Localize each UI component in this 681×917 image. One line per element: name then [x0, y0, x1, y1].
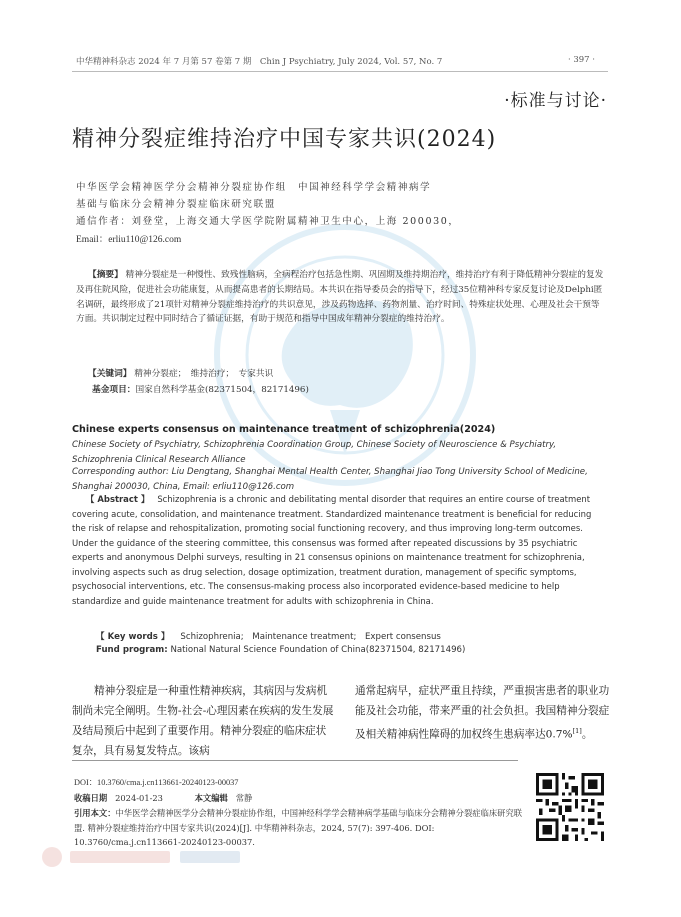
doi[interactable]: DOI：10.3760/cma.j.cn113661-20240123-00037 [74, 778, 239, 787]
cite-label: 引用本文： [74, 808, 116, 818]
article-title: 精神分裂症维持治疗中国专家共识(2024) [72, 127, 497, 152]
keywords-zh [88, 367, 273, 382]
fund-zh-text: 国家自然科学基金(82371504，82171496) [135, 385, 309, 395]
page-number: · 397 · [567, 55, 595, 65]
abstract-zh-label: 【摘要】 [88, 270, 123, 280]
keywords-en [96, 630, 441, 642]
correspondence-email: Email：erliu110@126.com [76, 235, 182, 245]
section-label: ·标准与讨论· [504, 91, 607, 111]
body-left-column: 精神分裂症是一种重性精神疾病，其病因与发病机制尚未完全阐明。生物-社会-心理因素在疾病的发生发展及结局预后中起到了重要作用。精神分裂症的临床症状复杂，具有易复发特点。该病 [72, 685, 334, 757]
journal-header: 中华精神科杂志 2024 年 7 月第 57 卷第 7 期 Chin J Psychiatry, July 2024, Vol. 57, No. 7 [76, 57, 443, 67]
abstract-en-text: Schizophrenia is a chronic and debilitating mental disorder that requires an entire course of treatment covering acute, consolidation, and maintenance treatment. Standardized maintenance treatment is beneficial for reducing the risk of relapse and rehospitalization, promoting social functioning recovery, and thus improving long-term outcomes. Under the guidance of the steering committee, this consensus was formed after repeated discussions by 35 psychiatric experts and anonymous Delphi surveys, resulting in 21 consensus opinions on maintenance treatment for schizophrenia, involving aspects such as drug selection, dosage optimization, treatment duration, management of specific symptoms, psychosocial interventions, etc. The consensus-making process also incorporated evidence-based medicine to help standardize and guide maintenance treatment for adults with schizophrenia in China. [72, 494, 592, 606]
english-affiliation: Chinese Society of Psychiatry, Schizophrenia Coordination Group, Chinese Society of Neuroscience & Psychiatry, Schizophrenia Clinical Research Alliance [72, 440, 557, 465]
abstract-zh-text: 精神分裂症是一种慢性、致残性脑病，全病程治疗包括急性期、巩固期及维持期治疗，维持治疗有利于降低精神分裂症的复发及再住院风险，促进社会功能康复，从而提高患者的长期结局。本共识在指导委员会的指导下，经过35位精神科专家反复讨论及Delphi匿名调研，最终形成了21项针对精神分裂症维持治疗的共识意见，涉及药物选择、药物剂量、治疗时间、特殊症状处理、心理及社会干预等方面。共识制定过程中同时结合了循证证据，有助于规范和指导中国成年精神分裂症的维持治疗。 [76, 270, 604, 325]
citation-block [74, 806, 524, 850]
correspondence-line: 通信作者：刘登堂，上海交通大学医学院附属精神卫生中心，上海 200030， [76, 216, 460, 227]
watermark-stamp [40, 845, 250, 869]
keywords-en-text: Schizophrenia; Maintenance treatment; Expert consensus [180, 632, 441, 642]
author-line-2: 基础与临床分会精神分裂症临床研究联盟 [76, 199, 276, 210]
body-right-end: 。 [581, 728, 593, 741]
fund-en-text: National Natural Science Foundation of China(82371504, 82171496) [170, 645, 466, 655]
footer-rule [72, 760, 518, 761]
citation-ref[interactable]: [1] [572, 727, 582, 735]
english-corresponding: Corresponding author: Liu Dengtang, Shanghai Mental Health Center, Shanghai Jiao Tong University School of Medicine, Shanghai 200030, China, Email: erliu110@126.com [72, 467, 588, 492]
body-right-column [355, 681, 611, 745]
keywords-zh-text: 精神分裂症； 维持治疗； 专家共识 [134, 369, 274, 379]
received-date: 2024-01-23 [115, 793, 163, 803]
header-rule [72, 71, 608, 72]
abstract-zh [76, 268, 606, 327]
fund-zh-label: 基金项目： [92, 385, 136, 395]
abstract-en-label: 【 Abstract 】 [86, 494, 150, 504]
fund-en [96, 645, 465, 655]
author-line-1: 中华医学会精神医学分会精神分裂症协作组 中国神经科学学会精神病学 [76, 182, 432, 193]
editor-name: 常静 [235, 793, 253, 803]
fund-en-label: Fund program: [96, 645, 168, 655]
keywords-zh-label: 【关键词】 [88, 369, 132, 379]
body-right-text: 通常起病早，症状严重且持续，严重损害患者的职业功能及社会功能，带来严重的社会负担。我国精神分裂症及相关精神病性障碍的加权终生患病率达0.7% [355, 685, 610, 741]
keywords-en-label: 【 Key words 】 [96, 632, 170, 642]
fund-zh [92, 383, 309, 398]
qr-code[interactable] [536, 773, 604, 841]
editor-label: 本文编辑 [194, 793, 228, 803]
received-editor-line [74, 791, 520, 806]
received-label: 收稿日期 [74, 793, 108, 803]
cite-text: 中华医学会精神医学分会精神分裂症协作组，中国神经科学学会精神病学基础与临床分会精神分裂症临床研究联盟. 精神分裂症维持治疗中国专家共识(2024)[J]. 中华精神科杂志，2024, 57(7): 397-406. DOI: 10.3760/cma.j.cn113661-20240123-00037. [74, 808, 523, 847]
english-title: Chinese experts consensus on maintenance treatment of schizophrenia(2024) [72, 424, 496, 435]
abstract-en [72, 492, 604, 608]
